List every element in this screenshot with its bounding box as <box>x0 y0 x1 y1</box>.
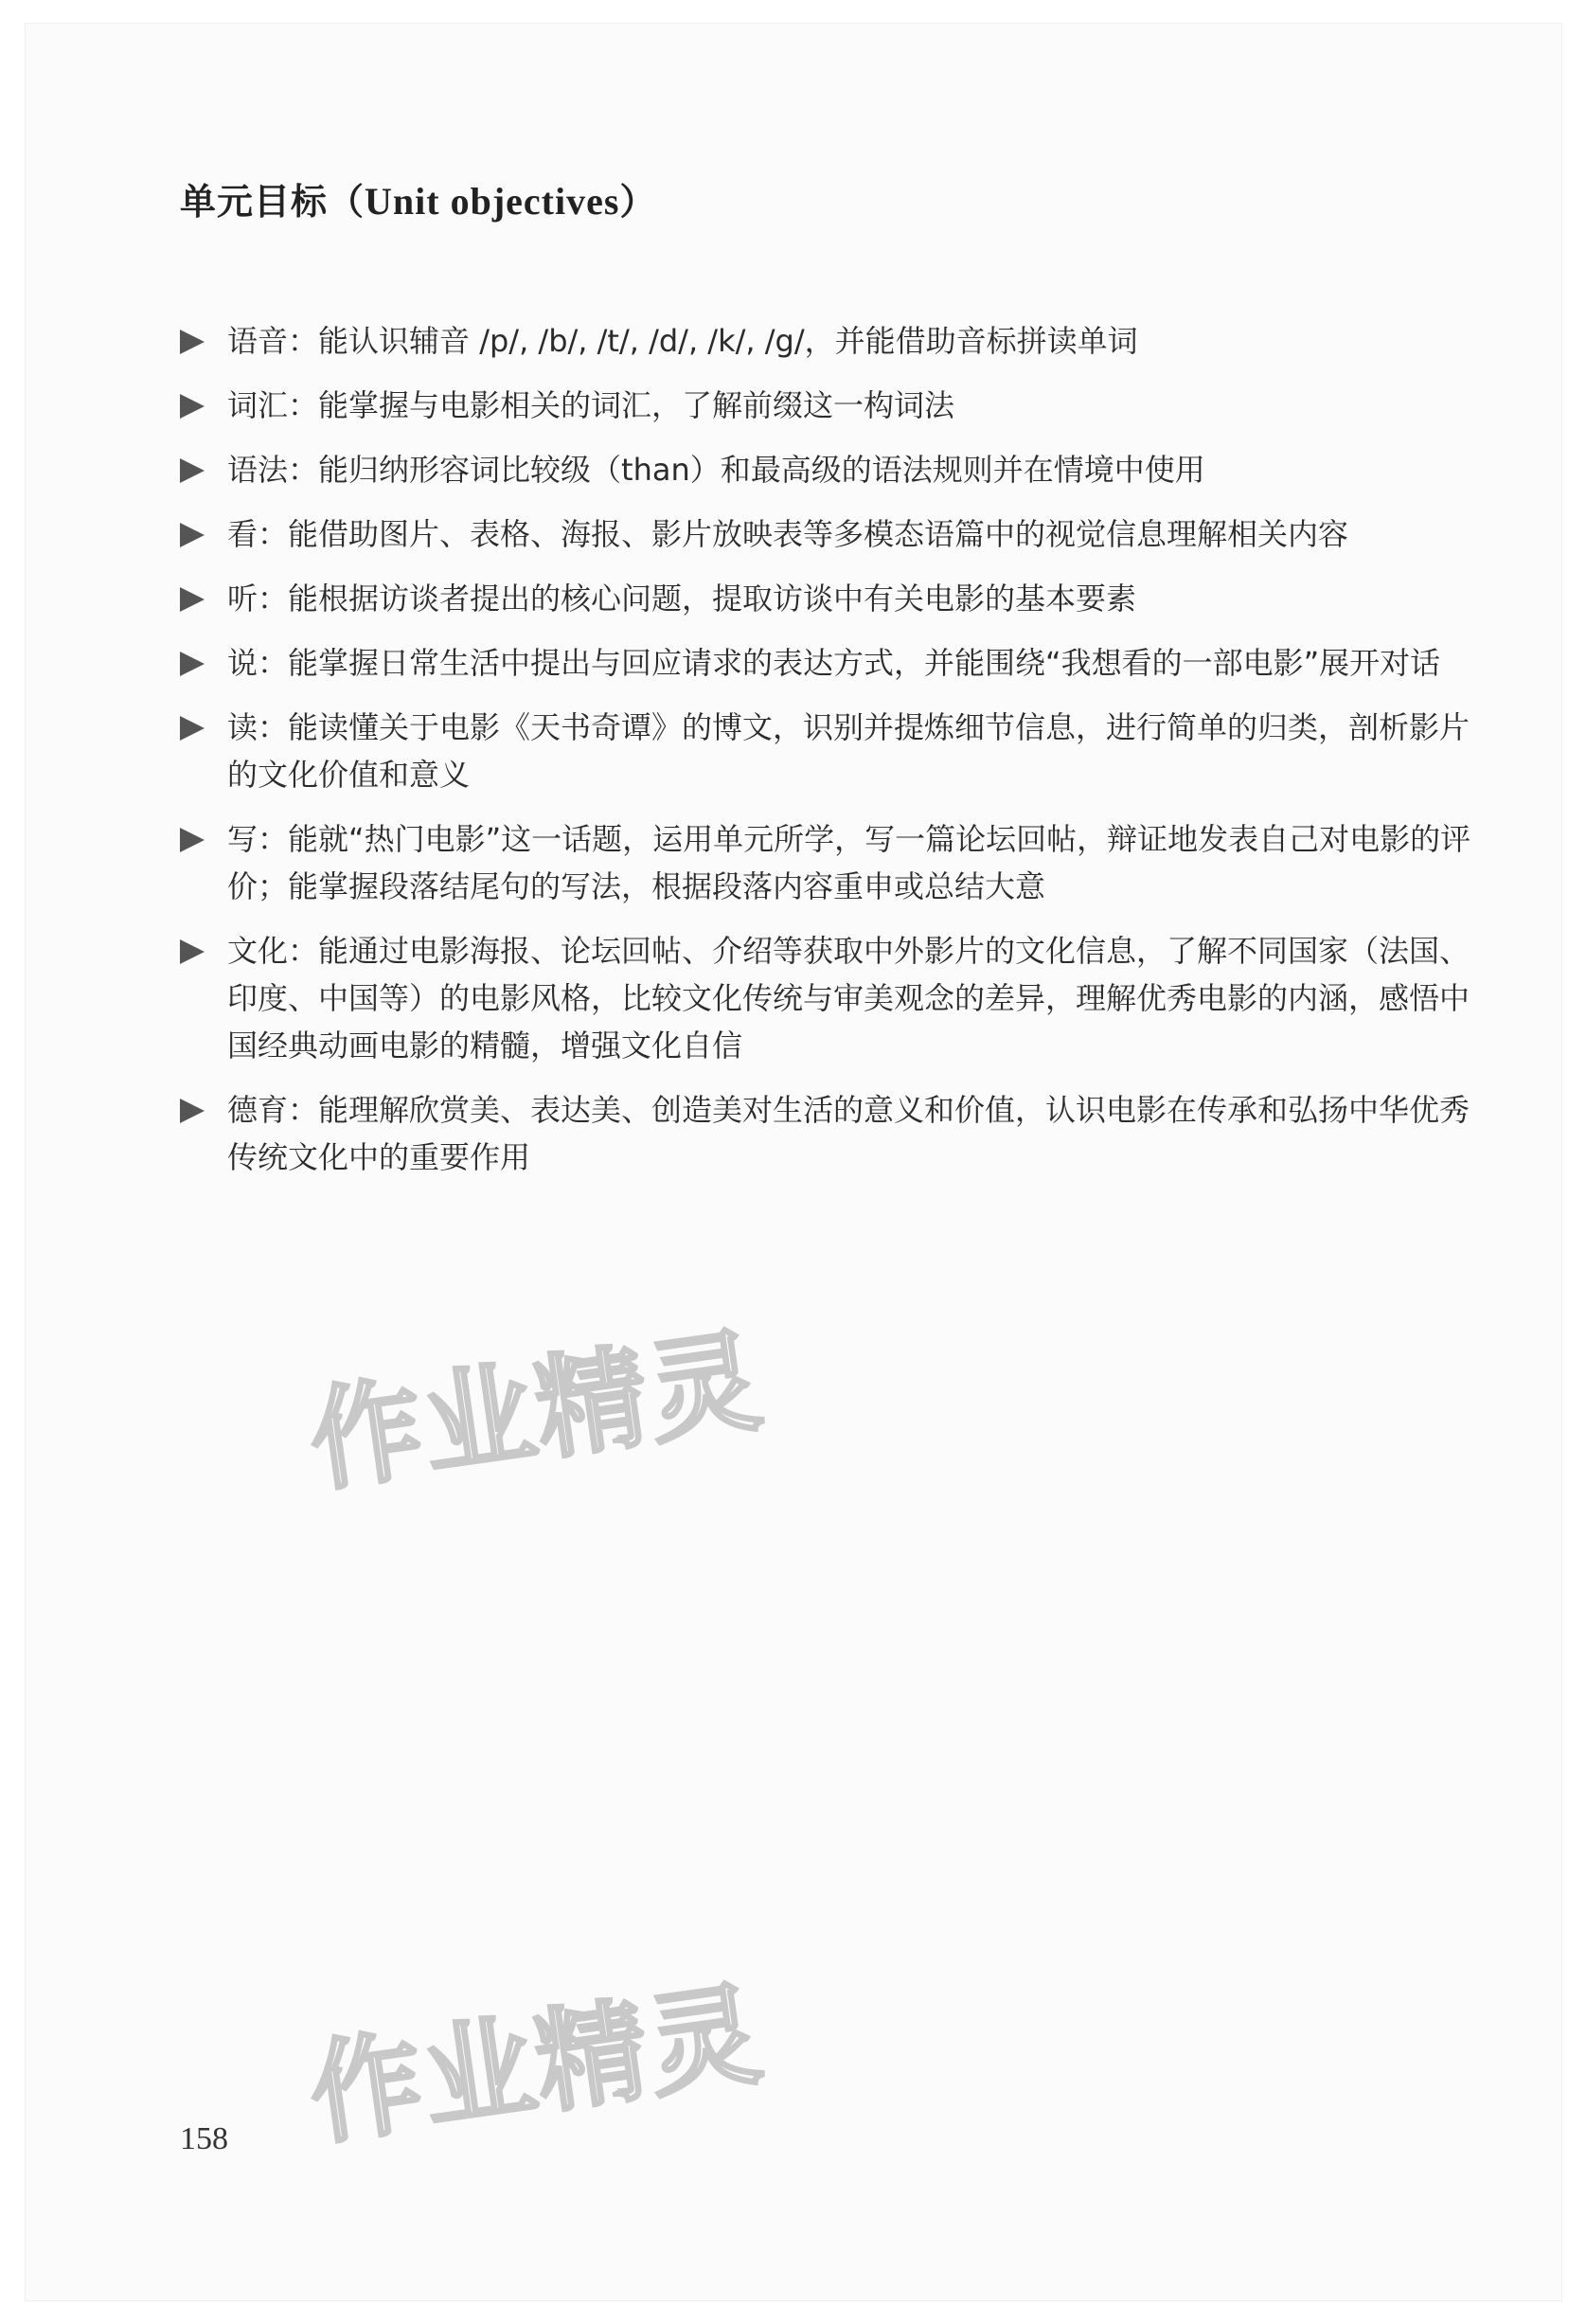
objective-item-listening <box>180 575 1477 622</box>
page-title <box>180 172 656 224</box>
watermark-logo: 作业精灵 <box>302 1314 771 1508</box>
objective-item-speaking <box>180 639 1477 687</box>
objective-item-viewing <box>180 510 1477 558</box>
objective-text: 能通过电影海报、论坛回帖、介绍等获取中外影片的文化信息，了解不同国家（法国、印度、中国等）的电影风格，比较文化传统与审美观念的差异，理解优秀电影的内涵，感悟中国经典动画电影的精髓，增强文化自信 <box>227 933 1470 1064</box>
objectives-list <box>180 317 1477 1198</box>
triangle-right-icon <box>180 523 205 547</box>
objective-text: 能理解欣赏美、表达美、创造美对生活的意义和价值，认识电影在传承和弘扬中华优秀传统文化中的重要作用 <box>227 1092 1470 1175</box>
objective-label: 读： <box>227 709 289 745</box>
objective-label: 德育： <box>227 1092 319 1128</box>
triangle-right-icon <box>180 330 205 354</box>
triangle-right-icon <box>180 394 205 419</box>
objective-text: 能掌握日常生活中提出与回应请求的表达方式，并能围绕“我想看的一部电影”展开对话 <box>288 645 1441 681</box>
objective-text: 能归纳形容词比较级（than）和最高级的语法规则并在情境中使用 <box>318 452 1205 488</box>
objective-item-writing <box>180 815 1477 910</box>
objective-label: 写： <box>227 821 289 857</box>
triangle-right-icon <box>180 587 205 612</box>
objective-label: 看： <box>227 516 289 552</box>
title-close: ） <box>619 181 657 223</box>
objective-text: 能认识辅音 /p/, /b/, /t/, /d/, /k/, /g/，并能借助音标拼读单词 <box>318 323 1138 359</box>
objective-text: 能掌握与电影相关的词汇，了解前缀这一构词法 <box>318 387 955 423</box>
objective-item-vocabulary <box>180 382 1477 429</box>
objective-text: 能读懂关于电影《天书奇谭》的博文，识别并提炼细节信息，进行简单的归类，剖析影片的文化价值和意义 <box>227 709 1470 793</box>
objective-label: 文化： <box>227 933 319 969</box>
triangle-right-icon <box>180 652 205 676</box>
objective-text: 能借助图片、表格、海报、影片放映表等多模态语篇中的视觉信息理解相关内容 <box>288 516 1349 552</box>
watermark-logo: 作业精灵 <box>302 1968 771 2161</box>
objective-item-reading <box>180 704 1477 798</box>
objective-item-moral <box>180 1086 1477 1181</box>
objective-text: 能根据访谈者提出的核心问题，提取访谈中有关电影的基本要素 <box>288 581 1137 617</box>
page-number: 158 <box>180 2121 228 2156</box>
objective-item-culture <box>180 927 1477 1069</box>
objective-label: 词汇： <box>227 387 319 423</box>
triangle-right-icon <box>180 828 205 852</box>
triangle-right-icon <box>180 1099 205 1123</box>
objective-label: 语法： <box>227 452 319 488</box>
objective-label: 语音： <box>227 323 319 359</box>
objective-label: 听： <box>227 581 289 617</box>
objective-label: 说： <box>227 645 289 681</box>
triangle-right-icon <box>180 939 205 964</box>
objective-item-pronunciation <box>180 317 1477 365</box>
title-cn: 单元目标（ <box>180 181 365 223</box>
objective-item-grammar <box>180 446 1477 493</box>
triangle-right-icon <box>180 716 205 741</box>
triangle-right-icon <box>180 458 205 483</box>
title-en: Unit objectives <box>365 180 620 223</box>
objective-text: 能就“热门电影”这一话题，运用单元所学，写一篇论坛回帖，辩证地发表自己对电影的评价；能掌握段落结尾句的写法，根据段落内容重申或总结大意 <box>227 821 1471 904</box>
